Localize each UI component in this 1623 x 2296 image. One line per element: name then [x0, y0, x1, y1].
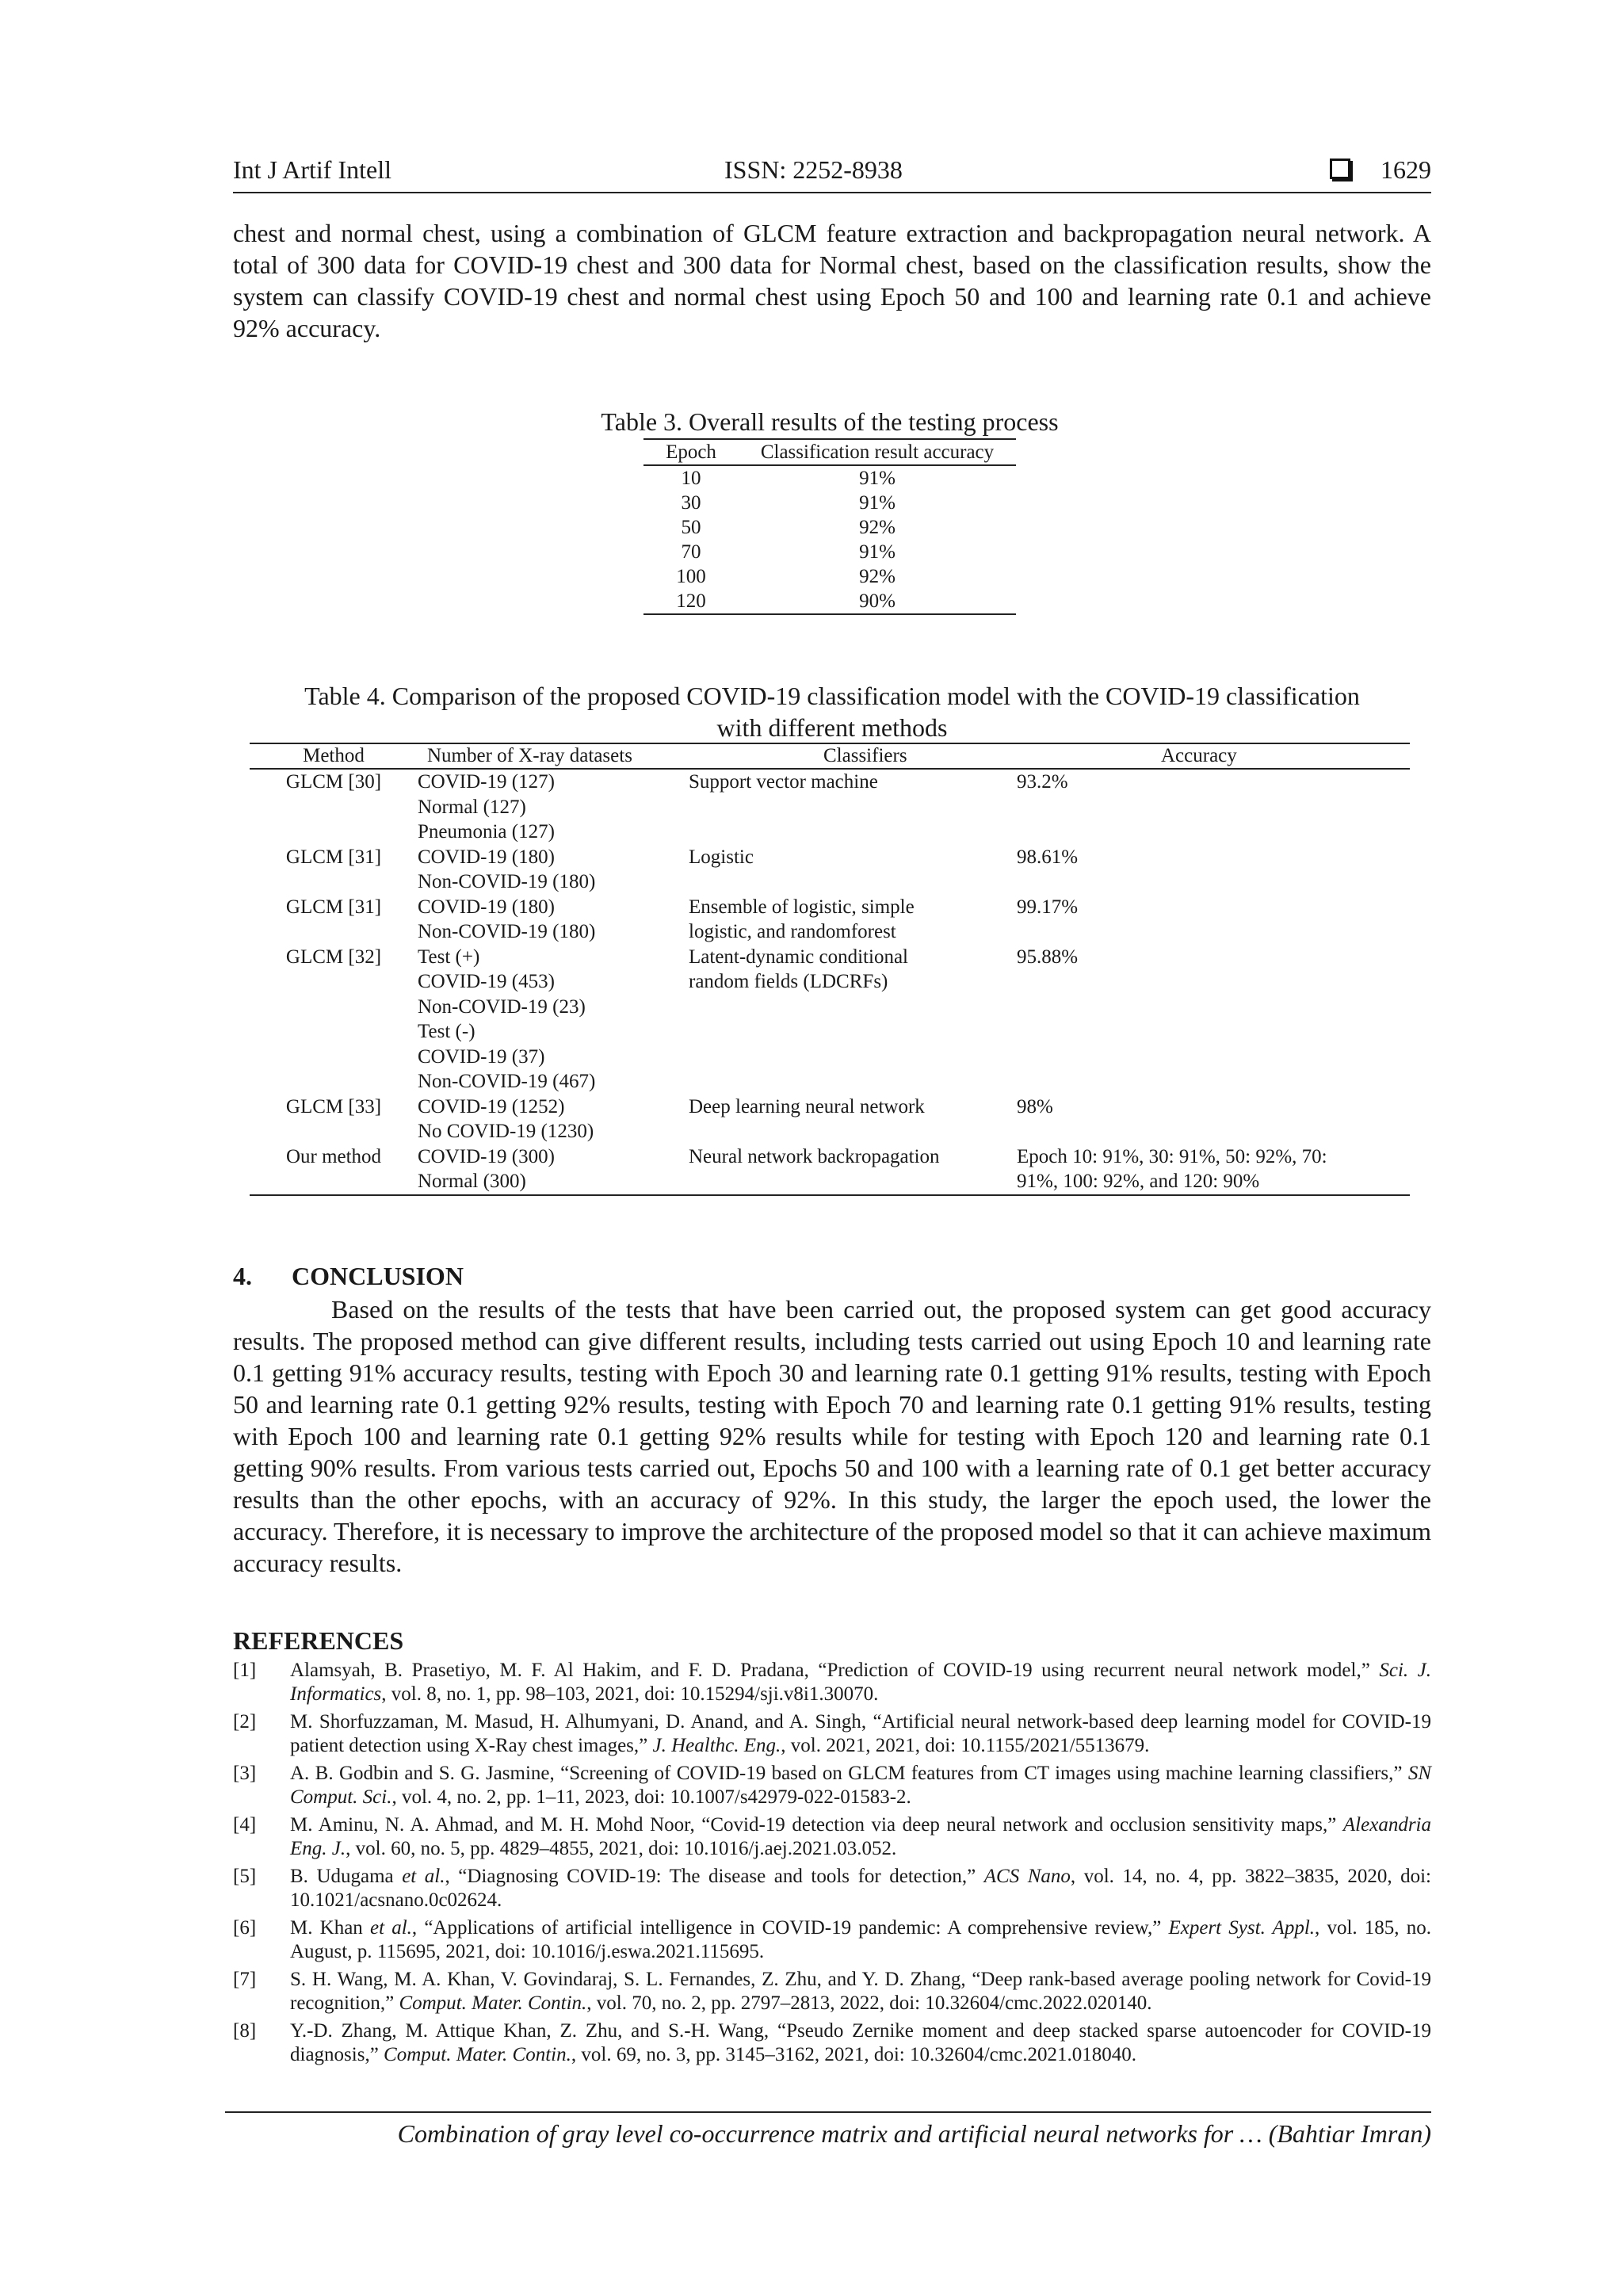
table4-cell-method: GLCM [31] — [285, 896, 382, 918]
table3-row — [643, 589, 1016, 613]
table3-cell-accuracy: 92% — [859, 566, 896, 587]
table4-cell-classifiers — [689, 945, 1017, 1095]
dataset-line: COVID-19 (180) — [418, 846, 555, 868]
table4-cell-classifiers — [689, 1144, 1017, 1194]
reference-number: [5] — [233, 1866, 257, 1887]
reference-journal: Alexandria Eng. J. — [290, 1814, 1431, 1859]
reference-number: [3] — [233, 1763, 257, 1784]
dataset-line: COVID-19 (127) — [418, 771, 555, 793]
table4-cell-accuracy — [1017, 945, 1410, 1095]
accuracy-line: 98% — [1017, 1095, 1053, 1117]
table4-cell-method: Our method — [285, 1145, 382, 1167]
reference-journal: Expert Syst. Appl. — [1168, 1917, 1316, 1939]
dataset-line: COVID-19 (37) — [418, 1045, 545, 1068]
reference-title: , “Applications of artificial intelligence in COVID-19 pandemic: A comprehensive review,” — [411, 1917, 1169, 1939]
reference-authors-title: A. B. Godbin and S. G. Jasmine, “Screening of COVID-19 based on GLCM features from CT images using machine learning classifiers,” — [290, 1763, 1408, 1784]
checkbox-square-icon — [1330, 159, 1350, 179]
reference-text — [290, 1968, 1431, 2015]
reference-item — [233, 1916, 1431, 1964]
table3-cell-epoch: 30 — [681, 492, 701, 514]
table4-body — [250, 770, 1410, 1194]
table4-cell-method: GLCM [31] — [285, 846, 382, 868]
reference-number: [7] — [233, 1969, 257, 1990]
table4-cell-classifiers — [689, 895, 1017, 945]
reference-authors-title: M. Aminu, N. A. Ahmad, and M. H. Mohd Noor, “Covid-19 detection via deep neural network and occlusion sensitivity maps,” — [290, 1814, 1343, 1836]
table3-caption: Table 3. Overall results of the testing process — [601, 407, 1059, 436]
classifier-line: logistic, and randomforest — [689, 921, 896, 942]
table4-row — [250, 895, 1410, 945]
table3-cell-accuracy: 91% — [859, 492, 896, 514]
running-footer: Combination of gray level co-occurrence matrix and artificial neural networks for … (Bahtiar Imran) — [225, 2111, 1431, 2149]
reference-item — [233, 2019, 1431, 2067]
table4-cell-datasets — [418, 1144, 689, 1194]
table4-caption-line1: Table 4. Comparison of the proposed COVID-19 classification model with the COVID-19 classification — [304, 682, 1360, 710]
table4-header-datasets: Number of X-ray datasets — [427, 745, 632, 766]
classifier-line: Neural network backropagation — [689, 1145, 940, 1167]
reference-journal: SN Comput. Sci. — [290, 1763, 1431, 1808]
reference-number: [6] — [233, 1917, 257, 1939]
table3-header-row — [643, 440, 1016, 466]
references-list — [233, 1659, 1431, 2071]
table3-cell-epoch: 100 — [676, 566, 706, 587]
reference-title: , “Diagnosing COVID-19: The disease and tools for detection,” — [445, 1866, 984, 1887]
table4-caption — [233, 680, 1431, 743]
accuracy-line: Epoch 10: 91%, 30: 91%, 50: 92%, 70: — [1017, 1145, 1327, 1167]
reference-number: [2] — [233, 1711, 257, 1733]
accuracy-line: 99.17% — [1017, 896, 1079, 918]
dataset-line: Pneumonia (127) — [418, 821, 555, 842]
table4-cell-method: GLCM [30] — [285, 771, 382, 793]
table4-cell-accuracy — [1017, 1144, 1410, 1194]
conclusion-heading — [233, 1262, 464, 1291]
reference-authors-title: Y.-D. Zhang, M. Attique Khan, Z. Zhu, and S.-H. Wang, “Pseudo Zernike moment and deep stacked sparse autoencoder for COVID-19 diagnosis,” — [290, 2020, 1431, 2065]
table3-header-accuracy: Classification result accuracy — [760, 441, 995, 463]
table4-cell-datasets — [418, 945, 689, 1095]
table3-body — [643, 466, 1016, 613]
table4-cell-classifiers — [689, 1095, 1017, 1144]
reference-item — [233, 1865, 1431, 1912]
reference-authors-title: B. Udugama — [290, 1866, 403, 1887]
table4-cell-accuracy — [1017, 895, 1410, 945]
table3-row — [643, 466, 1016, 491]
reference-journal: Comput. Mater. Contin. — [399, 1992, 587, 2014]
reference-authors-title: M. Shorfuzzaman, M. Masud, H. Alhumyani, D. Anand, and A. Singh, “Artificial neural network-based deep learning model for COVID-19 patient detection using X-Ray chest images,” — [290, 1711, 1431, 1756]
reference-text — [290, 1916, 1431, 1964]
table3-cell-accuracy: 91% — [859, 541, 896, 563]
dataset-line: Non-COVID-19 (180) — [418, 921, 596, 942]
table4-header-accuracy: Accuracy — [1161, 745, 1237, 766]
table4-row — [250, 845, 1410, 895]
reference-item — [233, 1762, 1431, 1809]
reference-journal: Comput. Mater. Contin. — [384, 2044, 571, 2065]
table3-row — [643, 515, 1016, 540]
reference-text — [290, 1813, 1431, 1861]
table4-cell-accuracy — [1017, 1095, 1410, 1144]
classifier-line: random fields (LDCRFs) — [689, 971, 888, 992]
reference-details: , vol. 4, no. 2, pp. 1–11, 2023, doi: 10.1007/s42979-022-01583-2. — [391, 1786, 911, 1808]
accuracy-line: 91%, 100: 92%, and 120: 90% — [1017, 1171, 1260, 1192]
table3-cell-epoch: 70 — [681, 541, 701, 563]
table3-cell-accuracy: 91% — [859, 468, 896, 489]
table3-cell-epoch: 10 — [681, 468, 701, 489]
reference-text — [290, 1659, 1431, 1706]
table4-cell-accuracy — [1017, 770, 1410, 845]
journal-name: Int J Artif Intell — [233, 155, 391, 184]
table4-cell-classifiers — [689, 770, 1017, 845]
table3-row — [643, 491, 1016, 515]
table3 — [643, 438, 1016, 615]
references-heading: REFERENCES — [233, 1626, 404, 1655]
table3-header-epoch: Epoch — [666, 441, 716, 463]
table3-cell-accuracy: 90% — [859, 590, 896, 612]
dataset-line: COVID-19 (453) — [418, 971, 555, 992]
dataset-line: Non-COVID-19 (467) — [418, 1071, 596, 1092]
reference-number: [4] — [233, 1814, 257, 1836]
reference-text — [290, 1865, 1431, 1912]
reference-details: , vol. 69, no. 3, pp. 3145–3162, 2021, doi: 10.32604/cmc.2021.018040. — [571, 2044, 1137, 2065]
dataset-line: No COVID-19 (1230) — [418, 1121, 594, 1142]
conclusion-number: 4. — [233, 1262, 252, 1290]
dataset-line: Non-COVID-19 (180) — [418, 871, 596, 892]
reference-details: , vol. 185, no. August, p. 115695, 2021, doi: 10.1016/j.eswa.2021.115695. — [290, 1917, 1431, 1962]
reference-details: , vol. 2021, 2021, doi: 10.1155/2021/5513679. — [781, 1735, 1150, 1756]
classifier-line: Latent-dynamic conditional — [689, 946, 908, 968]
reference-number: [1] — [233, 1660, 257, 1681]
table3-cell-accuracy: 92% — [859, 517, 896, 538]
reference-details: , vol. 14, no. 4, pp. 3822–3835, 2020, doi: 10.1021/acsnano.0c02624. — [290, 1866, 1431, 1911]
reference-text — [290, 1762, 1431, 1809]
issn: ISSN: 2252-8938 — [724, 155, 903, 184]
dataset-line: Test (+) — [418, 946, 480, 968]
dataset-line: COVID-19 (1252) — [418, 1095, 565, 1117]
conclusion-paragraph: Based on the results of the tests that have been carried out, the proposed system can get good accuracy results. The proposed method can give different results, including tests carried out using Epoch 10 and learning rate 0.1 getting 91% accuracy results, testing with Epoch 30 and learning rate 0.1 getting 91% results, testing with Epoch 50 and learning rate 0.1 getting 92% results, testing with Epoch 70 and learning rate 0.1 getting 91% results, testing with Epoch 100 and learning rate 0.1 getting 92% results while for testing with Epoch 120 and learning rate 0.1 getting 90% results. From various tests carried out, Epochs 50 and 100 with a learning rate of 0.1 get better accuracy results than the other epochs, with an accuracy of 92%. In this study, the larger the epoch used, the lower the accuracy. Therefore, it is necessary to improve the architecture of the proposed model so that it can achieve maximum accuracy results. — [233, 1295, 1431, 1577]
table4-cell-datasets — [418, 770, 689, 845]
reference-authors-title: M. Khan — [290, 1917, 370, 1939]
table4-cell-datasets — [418, 895, 689, 945]
table4-header-classifiers: Classifiers — [823, 745, 907, 766]
page-number-group — [1330, 155, 1431, 185]
dataset-line: COVID-19 (300) — [418, 1145, 555, 1167]
intro-paragraph: chest and normal chest, using a combination of GLCM feature extraction and backpropagation neural network. A total of 300 data for COVID-19 chest and 300 data for Normal chest, based on the classification results, show the system can classify COVID-19 chest and normal chest using Epoch 50 and 100 and learning rate 0.1 and achieve 92% accuracy. — [233, 219, 1431, 342]
table4-cell-datasets — [418, 1095, 689, 1144]
table3-row — [643, 564, 1016, 589]
table4-cell-accuracy — [1017, 845, 1410, 895]
reference-etal: et al. — [402, 1866, 445, 1887]
reference-details: , vol. 60, no. 5, pp. 4829–4855, 2021, doi: 10.1016/j.aej.2021.03.052. — [346, 1838, 897, 1859]
dataset-line: COVID-19 (180) — [418, 896, 555, 918]
reference-text — [290, 1710, 1431, 1758]
table4 — [250, 743, 1410, 1196]
table4-header-method: Method — [303, 745, 365, 766]
table4-cell-datasets — [418, 845, 689, 895]
table3-cell-epoch: 50 — [681, 517, 701, 538]
table3-row — [643, 540, 1016, 564]
reference-number: [8] — [233, 2020, 257, 2042]
table3-cell-epoch: 120 — [676, 590, 706, 612]
table4-row — [250, 1144, 1410, 1194]
table4-cell-method: GLCM [33] — [285, 1095, 382, 1117]
table4-cell-method: GLCM [32] — [285, 946, 382, 968]
reference-journal: Sci. J. Informatics — [290, 1660, 1432, 1705]
table4-row — [250, 770, 1410, 845]
reference-details: , vol. 70, no. 2, pp. 2797–2813, 2022, doi: 10.32604/cmc.2022.020140. — [586, 1992, 1152, 2014]
reference-journal: ACS Nano — [983, 1866, 1071, 1887]
reference-authors-title: S. H. Wang, M. A. Khan, V. Govindaraj, S. L. Fernandes, Z. Zhu, and Y. D. Zhang, “Deep rank-based average pooling network for Covid-19 recognition,” — [290, 1969, 1431, 2014]
reference-details: , vol. 8, no. 1, pp. 98–103, 2021, doi: 10.15294/sji.v8i1.30070. — [381, 1683, 879, 1705]
table4-row — [250, 1095, 1410, 1144]
reference-etal: et al. — [369, 1917, 412, 1939]
conclusion-title: CONCLUSION — [292, 1262, 464, 1290]
page-number: 1629 — [1381, 155, 1431, 184]
accuracy-line: 95.88% — [1017, 946, 1079, 968]
classifier-line: Logistic — [689, 846, 754, 868]
reference-authors-title: Alamsyah, B. Prasetiyo, M. F. Al Hakim, and F. D. Pradana, “Prediction of COVID-19 using recurrent neural network model,” — [290, 1660, 1380, 1681]
dataset-line: Non-COVID-19 (23) — [418, 995, 586, 1018]
classifier-line: Ensemble of logistic, simple — [689, 896, 915, 918]
accuracy-line: 98.61% — [1017, 846, 1079, 868]
classifier-line: Support vector machine — [689, 771, 878, 793]
dataset-line: Test (-) — [418, 1021, 475, 1042]
table4-row — [250, 945, 1410, 1095]
running-header — [233, 155, 1431, 193]
reference-journal: J. Healthc. Eng. — [652, 1735, 781, 1756]
reference-item — [233, 1968, 1431, 2015]
dataset-line: Normal (300) — [418, 1171, 526, 1192]
reference-item — [233, 1710, 1431, 1758]
reference-item — [233, 1659, 1431, 1706]
table4-header-row — [250, 744, 1410, 770]
accuracy-line: 93.2% — [1017, 771, 1068, 793]
reference-item — [233, 1813, 1431, 1861]
reference-text — [290, 2019, 1431, 2067]
dataset-line: Normal (127) — [418, 796, 526, 818]
table4-caption-line2: with different methods — [716, 713, 948, 742]
classifier-line: Deep learning neural network — [689, 1095, 925, 1117]
table4-cell-classifiers — [689, 845, 1017, 895]
